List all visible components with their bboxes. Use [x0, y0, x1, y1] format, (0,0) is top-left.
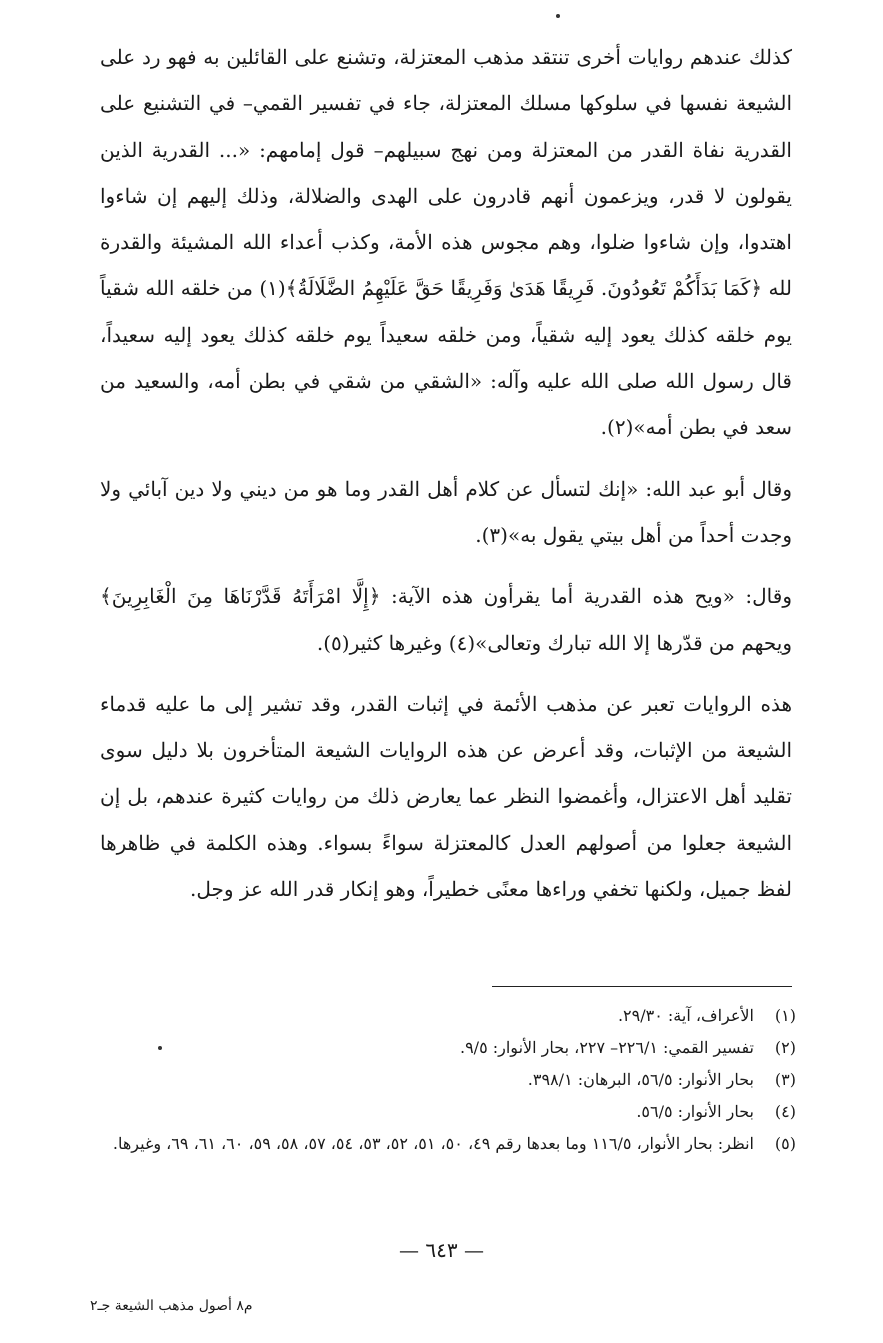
footnote-text: الأعراف، آية: ٢٩/٣٠. [617, 1006, 754, 1025]
footnote-number: (٢) [774, 1038, 796, 1057]
footnotes [96, 1000, 796, 1160]
footnote [96, 1096, 796, 1128]
footnote-text: بحار الأنوار: ٥٦/٥. [636, 1102, 754, 1121]
footnote [96, 1032, 796, 1064]
paragraph-1: كذلك عندهم روايات أخرى تنتقد مذهب المعتزلة، وتشنع على القائلين به فهو رد على الشيعة نفسها في سلوكها مسلك المعتزلة، جاء في تفسير القمي– في التشنيع على القدرية نفاة القدر من المعتزلة ومن نهج سبيلهم– قول إمامهم: «... القدرية الذين يقولون لا قدر، ويزعمون أنهم قادرون على الهدى والضلالة، وذلك إليهم إن شاءوا اهتدوا، وإن شاءوا ضلوا، وهم مجوس هذه الأمة، وكذب أعداء الله المشيئة والقدرة لله ﴿كَمَا بَدَأَكُمْ تَعُودُونَ. فَرِيقًا هَدَىٰ وَفَرِيقًا حَقَّ عَلَيْهِمُ الضَّلَالَةُ﴾(١) من خلقه الله شقياً يوم خلقه كذلك يعود إليه شقياً، ومن خلقه سعيداً يوم خلقه كذلك يعود إليه سعيداً، قال رسول الله صلى الله عليه وآله: «الشقي من شقي في بطن أمه، والسعيد من سعد في بطن أمه»(٢). [100, 45, 792, 440]
paragraph-2: وقال أبو عبد الله: «إنك لتسأل عن كلام أهل القدر وما هو من ديني ولا دين آبائي ولا وجدت أحداً من أهل بيتي يقول به»(٣). [100, 476, 792, 547]
footnote-divider [492, 986, 792, 987]
paragraph-4: هذه الروايات تعبر عن مذهب الأئمة في إثبات القدر، وقد تشير إلى ما عليه قدماء الشيعة من الإثبات، وقد أعرض عن هذه الروايات الشيعة المتأخرون بلا دليل سوى تقليد أهل الاعتزال، وأغمضوا النظر عما يعارض ذلك من روايات كثيرة عندهم، بل إن الشيعة جعلوا من أصولهم العدل كالمعتزلة سواءً بسواء. وهذه الكلمة في ظاهرها لفظ جميل، ولكنها تخفي وراءها معنًى خطيراً، وهو إنكار قدر الله عز وجل. [100, 691, 792, 902]
footnote [96, 1000, 796, 1032]
footnote-text: انظر: بحار الأنوار، ١١٦/٥ وما بعدها رقم ٤٩، ٥٠، ٥١، ٥٢، ٥٣، ٥٤، ٥٧، ٥٨، ٥٩، ٦٠، ٦١، ٦٩، وغيرها. [112, 1134, 754, 1153]
paragraph-3: وقال: «ويح هذه القدرية أما يقرأون هذه الآية: ﴿إِلَّا امْرَأَتَهُ قَدَّرْنَاهَا مِنَ الْغَابِرِينَ﴾ ويحهم من قدّرها إلا الله تبارك وتعالى»(٤) وغيرها كثير(٥). [100, 584, 792, 655]
footnote-text: بحار الأنوار: ٥٦/٥، البرهان: ٣٩٨/١. [527, 1070, 754, 1089]
printer-signature: م٨ أصول مذهب الشيعة جـ٢ [90, 1298, 253, 1314]
footnote-number: (٥) [774, 1134, 796, 1153]
footnote [96, 1064, 796, 1096]
main-text [100, 34, 792, 912]
footnote-number: (١) [774, 1006, 796, 1025]
footnote-number: (٣) [774, 1070, 796, 1089]
scan-speck [556, 14, 560, 18]
footnote-text: تفسير القمي: ٢٢٦/١– ٢٢٧، بحار الأنوار: ٩/٥. [459, 1038, 754, 1057]
scan-speck [158, 1046, 162, 1050]
footnote-number: (٤) [774, 1102, 796, 1121]
page-number: — ٦٤٣ — [399, 1238, 484, 1262]
footnote [96, 1128, 796, 1160]
